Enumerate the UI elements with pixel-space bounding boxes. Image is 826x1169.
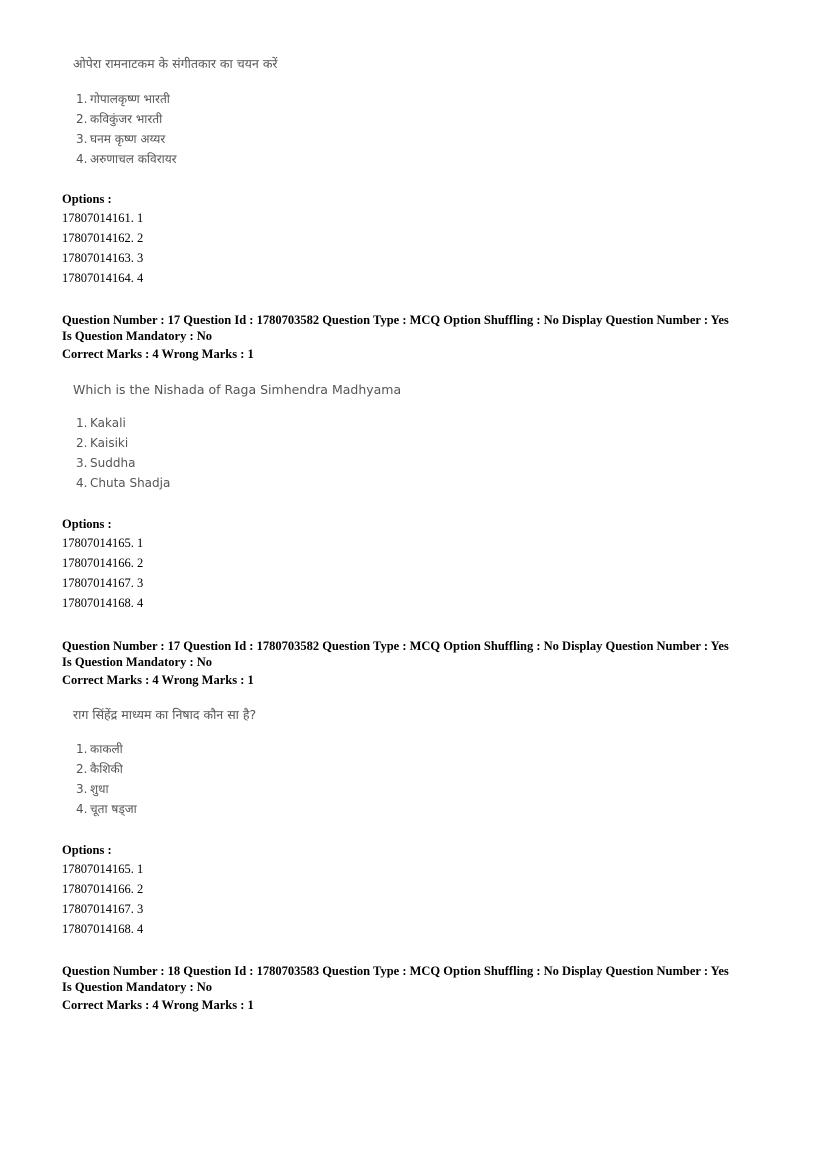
choice-label: Kakali xyxy=(90,416,126,430)
question-mandatory: Is Question Mandatory : No xyxy=(62,329,213,343)
option-id: 17807014165. 1 xyxy=(62,862,144,876)
options-label: Options : xyxy=(62,843,112,857)
question-mandatory: Is Question Mandatory : No xyxy=(62,655,213,669)
choice-item: 1. काकली xyxy=(76,742,123,756)
question-marks: Correct Marks : 4 Wrong Marks : 1 xyxy=(62,347,254,361)
choice-label: घनम कृष्ण अय्यर xyxy=(90,132,166,146)
option-id: 17807014164. 4 xyxy=(62,271,144,285)
options-label: Options : xyxy=(62,517,112,531)
choice-item: 4. Chuta Shadja xyxy=(76,476,171,490)
option-id: 17807014166. 2 xyxy=(62,882,144,896)
question-text: ओपेरा रामनाटकम के संगीतकार का चयन करें xyxy=(73,56,278,71)
choice-label: अरुणाचल कविरायर xyxy=(90,152,177,166)
question-text: Which is the Nishada of Raga Simhendra Madhyama xyxy=(73,382,402,397)
choice-label: चूता षड्जा xyxy=(90,802,137,816)
choice-label: कैशिकी xyxy=(90,762,123,776)
question-header: Question Number : 17 Question Id : 1780703582 Question Type : MCQ Option Shuffling : No Display Question Number : Yes xyxy=(62,313,729,327)
option-id: 17807014167. 3 xyxy=(62,576,144,590)
question-mandatory: Is Question Mandatory : No xyxy=(62,980,213,994)
option-id: 17807014161. 1 xyxy=(62,211,144,225)
choice-item: 4. चूता षड्जा xyxy=(76,802,137,816)
choice-label: कविकुंजर भारती xyxy=(90,112,163,126)
options-label: Options : xyxy=(62,192,112,206)
choice-item: 1. Kakali xyxy=(76,416,126,430)
choice-item: 2. Kaisiki xyxy=(76,436,129,450)
question-text: राग सिंहेंद्र माध्यम का निषाद कौन सा है? xyxy=(73,707,257,722)
choice-label: Suddha xyxy=(90,456,136,470)
option-id: 17807014166. 2 xyxy=(62,556,144,570)
question-header: Question Number : 17 Question Id : 1780703582 Question Type : MCQ Option Shuffling : No Display Question Number : Yes xyxy=(62,639,729,653)
choice-item: 3. Suddha xyxy=(76,456,136,470)
choice-label: शुधा xyxy=(90,782,109,796)
choice-label: Kaisiki xyxy=(90,436,129,450)
option-id: 17807014163. 3 xyxy=(62,251,144,265)
option-id: 17807014165. 1 xyxy=(62,536,144,550)
choice-label: Chuta Shadja xyxy=(90,476,171,490)
choice-item: 3. घनम कृष्ण अय्यर xyxy=(76,132,166,146)
choice-label: काकली xyxy=(90,742,123,756)
choice-item: 4. अरुणाचल कविरायर xyxy=(76,152,177,166)
choice-item: 1. गोपालकृष्ण भारती xyxy=(76,92,170,106)
question-header: Question Number : 18 Question Id : 1780703583 Question Type : MCQ Option Shuffling : No Display Question Number : Yes xyxy=(62,964,729,978)
question-marks: Correct Marks : 4 Wrong Marks : 1 xyxy=(62,673,254,687)
option-id: 17807014162. 2 xyxy=(62,231,144,245)
choice-item: 2. कविकुंजर भारती xyxy=(76,112,163,126)
choice-label: गोपालकृष्ण भारती xyxy=(90,92,170,106)
question-marks: Correct Marks : 4 Wrong Marks : 1 xyxy=(62,998,254,1012)
option-id: 17807014168. 4 xyxy=(62,922,144,936)
choice-item: 2. कैशिकी xyxy=(76,762,123,776)
choice-item: 3. शुधा xyxy=(76,782,109,796)
option-id: 17807014167. 3 xyxy=(62,902,144,916)
option-id: 17807014168. 4 xyxy=(62,596,144,610)
